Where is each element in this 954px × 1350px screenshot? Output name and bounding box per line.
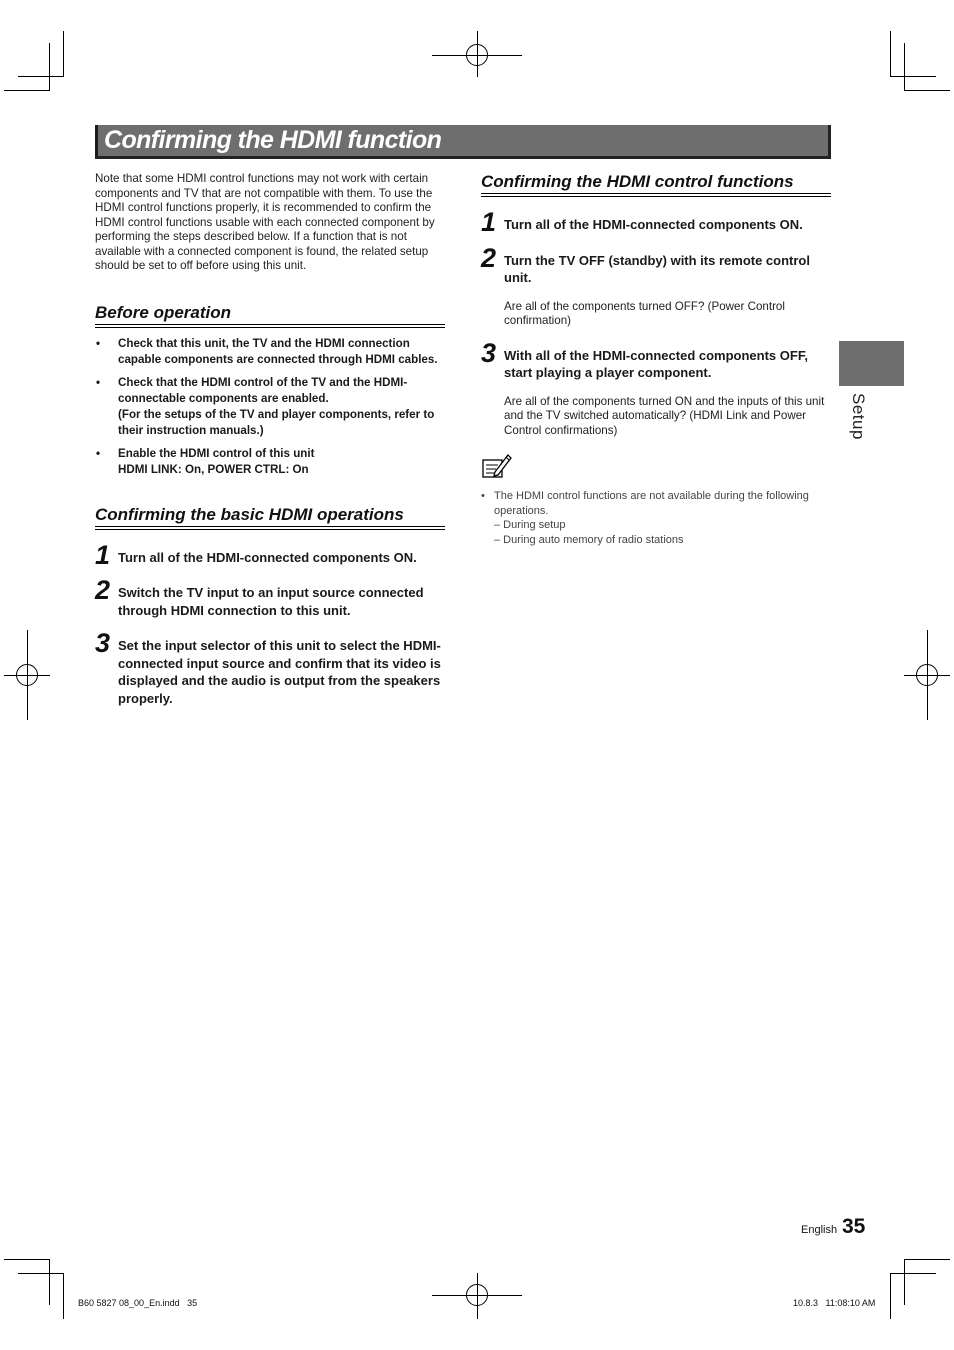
crop-mark [18,76,64,77]
step-text: Turn the TV OFF (standby) with its remote control unit. [504,252,810,285]
registration-circle [466,1284,488,1306]
step-subtext: Are all of the components turned OFF? (Power Control confirmation) [504,299,785,327]
crop-mark [904,43,905,91]
control-funcs-heading: Confirming the HDMI control functions [481,172,831,194]
basic-step-2 [95,575,445,619]
control-step-3 [481,337,831,439]
left-column [95,172,445,707]
basic-step-1 [95,539,445,570]
notes [481,489,831,547]
crop-mark [18,1273,64,1274]
list-item: • Check that this unit, the TV and the HDMI connection capable components are connected through HDMI cables. [96,336,438,366]
note-dash-item: – During auto memory of radio stations [494,533,684,546]
step-text: Turn all of the HDMI-connected components ON. [504,217,803,232]
crop-mark [4,90,50,91]
bullet-dot: • [96,336,101,350]
section-tab [839,341,904,386]
step-text: Switch the TV input to an input source connected through HDMI connection to this unit. [118,585,424,618]
registration-circle [466,44,488,66]
before-operation-heading: Before operation [95,303,445,325]
control-step-2 [481,242,831,329]
crop-mark [890,76,936,77]
step-number: 3 [481,337,497,368]
bullet-dot: • [481,490,485,502]
step-text: Set the input selector of this unit to select the HDMI-connected input source and confirm that its video is displayed and the audio is output from the speakers properly. [118,638,441,706]
banner-accent-bar [95,125,98,156]
registration-circle [916,664,938,686]
slug-left: B60 5827 08_00_En.indd 35 [78,1298,198,1308]
list-item: • Enable the HDMI control of this unit HDMI LINK: On, POWER CTRL: On [96,446,315,476]
section-tab-label: Setup [849,393,868,440]
registration-circle [16,664,38,686]
crop-mark [49,43,50,91]
crop-mark [904,1259,950,1260]
slug-right: 10.8.3 11:08:10 AM [793,1298,876,1308]
crop-mark [63,31,64,77]
bullet-dot: • [96,446,101,460]
before-operation-list [95,336,445,478]
control-step-1 [481,207,831,237]
note-dash-item: – During setup [494,519,566,531]
crop-mark [904,1259,905,1305]
footer-language: English [801,1224,838,1236]
crop-mark [49,1259,50,1305]
basic-ops-heading: Confirming the basic HDMI operations [95,505,445,527]
step-text: With all of the HDMI-connected components OFF, start playing a player component. [504,347,808,380]
page-title: Confirming the HDMI function [104,126,442,154]
page-number: 35 [842,1215,866,1238]
bullet-dot: • [96,375,101,389]
intro-paragraph: Note that some HDMI control functions may not work with certain components and TV that are not compatible with them. To use the HDMI control functions properly, it is recommended to confirm the HDMI control functions usable with each connected component by performing the steps described below. If a function that is not available with a connected component is found, the related setup should be set to off before using this unit. [95,172,435,272]
crop-mark [890,1273,936,1274]
crop-mark [890,31,891,77]
right-column [481,172,831,547]
basic-step-3 [95,628,445,707]
list-item: • Check that the HDMI control of the TV and the HDMI-connectable components are enabled. (For the setups of the TV and player components, refer to their instruction manuals.) [96,375,435,437]
crop-mark [890,1273,891,1319]
step-number: 1 [481,207,497,237]
crop-mark [904,90,950,91]
step-text: Turn all of the HDMI-connected components ON. [118,549,417,565]
step-number: 1 [95,539,111,570]
step-subtext: Are all of the components turned ON and the inputs of this unit and the TV switched automatically? (HDMI Link and Power Control confirmations) [504,394,825,437]
step-number: 3 [95,628,111,658]
note-block [481,452,831,547]
note-bullet: • The HDMI control functions are not available during the following operations. [481,490,809,517]
step-number: 2 [95,575,111,605]
note-pencil-icon [481,452,513,480]
title-banner [95,125,831,159]
crop-mark [63,1273,64,1319]
step-number: 2 [481,242,497,273]
crop-mark [4,1259,50,1260]
